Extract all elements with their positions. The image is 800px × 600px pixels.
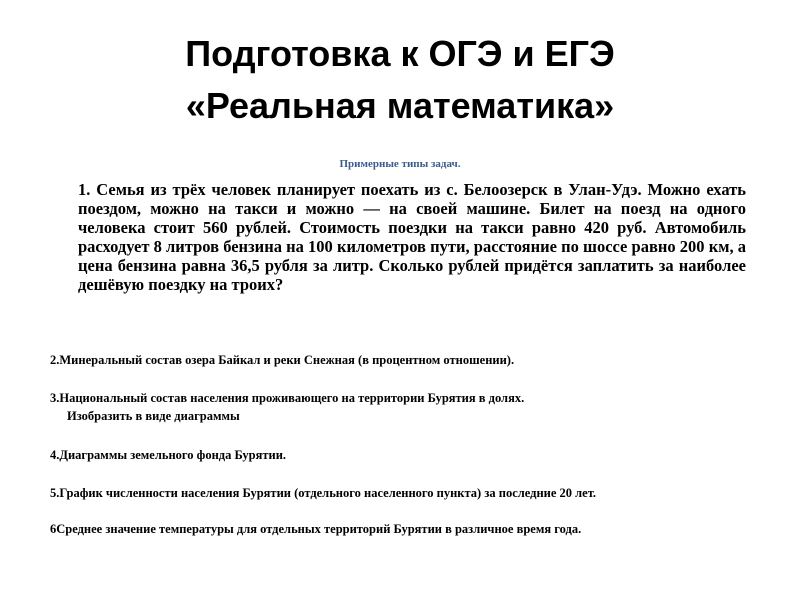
task-1-text: 1. Семья из трёх человек планирует поехать из с. Белоозерск в Улан-Удэ. Можно ехать поездом, можно на такси и можно — на своей машине. Билет на поезд на одного человека стоит 560 рублей. Стоимость поездки на такси равно 420 руб. Автомобиль расходует 8 литров бензина на 100 километров пути, расстояние по шоссе равно 200 км, а цена бензина равна 36,5 рубля за литр. Сколько рублей придётся заплатить за наиболее дешёвую поездку на троих? bbox=[78, 180, 746, 294]
task-3-text: 3.Национальный состав населения проживающего на территории Бурятия в долях. bbox=[50, 391, 525, 405]
task-3-subtext: Изобразить в виде диаграммы bbox=[67, 409, 240, 423]
task-5-text: 5.График численности населения Бурятии (отдельного населенного пункта) за последние 20 лет. bbox=[50, 486, 597, 500]
task-4-text: 4.Диаграммы земельного фонда Бурятии. bbox=[50, 448, 287, 462]
subheading: Примерные типы задач. bbox=[339, 158, 461, 170]
title-line-2: «Реальная математика» bbox=[185, 85, 615, 126]
task-3 bbox=[50, 389, 770, 425]
title-line-1: Подготовка к ОГЭ и ЕГЭ bbox=[185, 33, 615, 74]
slide-title bbox=[0, 28, 800, 132]
task-6-text: 6Среднее значение температуры для отдельных территорий Бурятии в различное время года. bbox=[50, 522, 582, 536]
task-2-text: 2.Минеральный состав озера Байкал и реки Снежная (в процентном отношении). bbox=[50, 353, 515, 367]
